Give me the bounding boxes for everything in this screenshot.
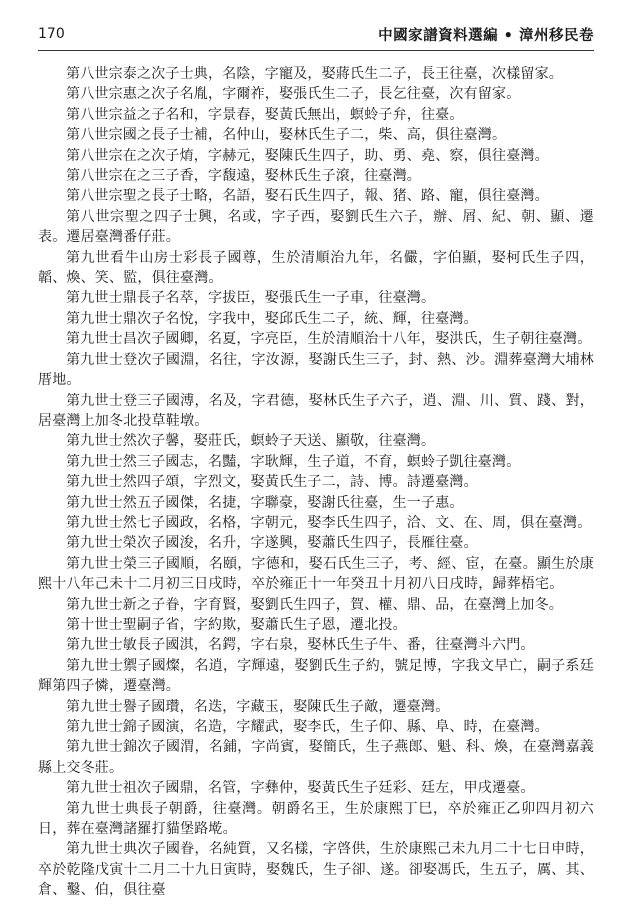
page-header [38, 22, 594, 48]
genealogy-entry: 第九世士敏長子國淇，名鍔，字右泉，娶林氏生子牛、番，往臺灣斗六門。 [66, 637, 535, 654]
genealogy-entry: 第八世宗益之子名和，字景春，娶黃氏無出，螟蛉子弁，往臺。 [66, 106, 464, 123]
genealogy-entry: 第八世宗惠之次子名胤，字爾祚，娶張氏生二子，長乞往臺，次有留家。 [66, 86, 521, 103]
header-rule [38, 50, 594, 51]
genealogy-entry: 第九世士禦子國燦，名逍，字輝遠，娶劉氏生子約，號足博，字我文早亡，嗣子系廷輝第四子憐，遷臺灣。 [38, 657, 594, 695]
genealogy-entry: 第九世士昌次子國卿，名夏，字亮臣，生於清順治十八年，娶洪氏，生子朝往臺灣。 [66, 331, 592, 348]
genealogy-entry: 第九世士榮次子國浚，名升，字遂興，娶蕭氏生四子，長雁往臺。 [66, 535, 478, 552]
genealogy-text [38, 64, 594, 901]
genealogy-entry: 第九世士錦子國演，名造，字耀武，娶李氏，生子仰、縣、阜、時，在臺灣。 [66, 719, 549, 735]
genealogy-entry: 第九世士然四子頌，字烈文，娶黃氏生子二，詩、博。詩遷臺灣。 [66, 474, 478, 491]
genealogy-entry: 第八世宗聖之四子士興，名或，字子西，娶劉氏生六子，辦、屑、紀、朝、顯、遷表。遷居臺灣番仔莊。 [38, 208, 594, 246]
page-number: 170 [38, 26, 65, 42]
genealogy-entry: 第八世宗泰之次子士典，名陰，字寵及，娶蔣氏生二子，長王往臺，次樣留家。 [66, 66, 563, 82]
genealogy-entry: 第八世宗國之長子士補，名仲山，娶林氏生子二，柴、高，俱往臺灣。 [66, 127, 507, 144]
genealogy-entry: 第九世士登次子國淵，名往，字汝源，娶謝氏生三子，封、熱、沙。淵葬臺灣大埔林厝地。 [38, 351, 594, 389]
genealogy-entry: 第八世宗聖之長子士略，名語，娶石氏生四子，報、猪、路、寵，俱往臺灣。 [66, 188, 549, 205]
running-title: 中國家譜資料選編 • 漳州移民卷 [378, 27, 594, 44]
genealogy-entry: 第九世士祖次子國鼎，名管，字彝仲，娶黃氏生子廷彩、廷左，甲戌遷臺。 [66, 780, 535, 797]
genealogy-entry: 第九世看牛山房士彩長子國尊，生於清順治九年，名儼，字伯顯，娶柯氏生子四，韜、煥、笑、監，俱往臺灣。 [38, 249, 594, 287]
genealogy-entry: 第九世士榮三子國順，名頤，字德和，娶石氏生三子，考、經、宦，在臺。顯生於康熙十八年己未十二月初三日戌時，卒於雍正十一年癸丑十月初八日戌時，歸葬梧宅。 [38, 555, 594, 593]
genealogy-entry: 第九世士登三子國溥，名及，字君德，娶林氏生子六子，逍、淵、川、質、踐、對，居臺灣上加冬北投草鞋墩。 [38, 392, 594, 429]
genealogy-entry: 第九世士然三子國志，名豔，字耿輝，生子道，不育，螟蛉子凱往臺灣。 [66, 453, 521, 470]
genealogy-entry: 第十世士聖嗣子省，字約欺，娶蕭氏生子恩，遷北投。 [66, 616, 407, 633]
genealogy-entry: 第九世士然七子國政，名格，字朝元，娶李氏生四子，洽、文、在、周，俱在臺灣。 [66, 514, 592, 531]
genealogy-entry: 第九世士然五子國傑，名捷，字聯豪，娶謝氏往臺，生一子惠。 [66, 494, 464, 511]
genealogy-entry: 第九世士錦次子國渭，名鋪，字尚賓，娶簡氏，生子燕郎、魁、科、煥，在臺灣嘉義縣上交冬莊。 [38, 739, 594, 776]
genealogy-entry: 第八世宗在之次子焴，字赫元，娶陳氏生四子，助、勇、堯、察，俱往臺灣。 [66, 147, 549, 164]
genealogy-entry: 第九世士鼎次子名悅，字我中，娶邱氏生二子，統、輝，往臺灣。 [66, 310, 478, 327]
genealogy-entry: 第九世士譽子國瓚，名迭，字藏玉，娶陳氏生子敵，遷臺灣。 [66, 698, 450, 715]
genealogy-entry: 第九世士然次子馨，娶莊氏，螟蛉子天送、顯敬，往臺灣。 [66, 433, 436, 450]
genealogy-entry: 第九世士典長子朝爵，往臺灣。朝爵名王，生於康熙丁巳，卒於雍正乙卯四月初六日，葬在臺灣諸羅打貓堡路墘。 [38, 800, 594, 838]
genealogy-entry: 第九世士典次子國眷，名純質，又名樣，字啓供，生於康熙己未九月二十七日申時，卒於乾隆戊寅十二月二十九日寅時，娶魏氏，生子卻、遂。卻娶馮氏，生五子，厲、其、倉、鑿、伯，俱往臺 [38, 841, 594, 899]
genealogy-entry: 第九世士新之子眷，字育賢，娶劉氏生四子，賀、權、鼎、品，在臺灣上加冬。 [66, 596, 563, 613]
genealogy-entry: 第八世宗在之三子香，字馥遠，娶林氏生子滾，往臺灣。 [66, 168, 421, 185]
genealogy-entry: 第九世士鼎長子名萃，字拔臣，娶張氏生一子車，往臺灣。 [66, 290, 436, 307]
